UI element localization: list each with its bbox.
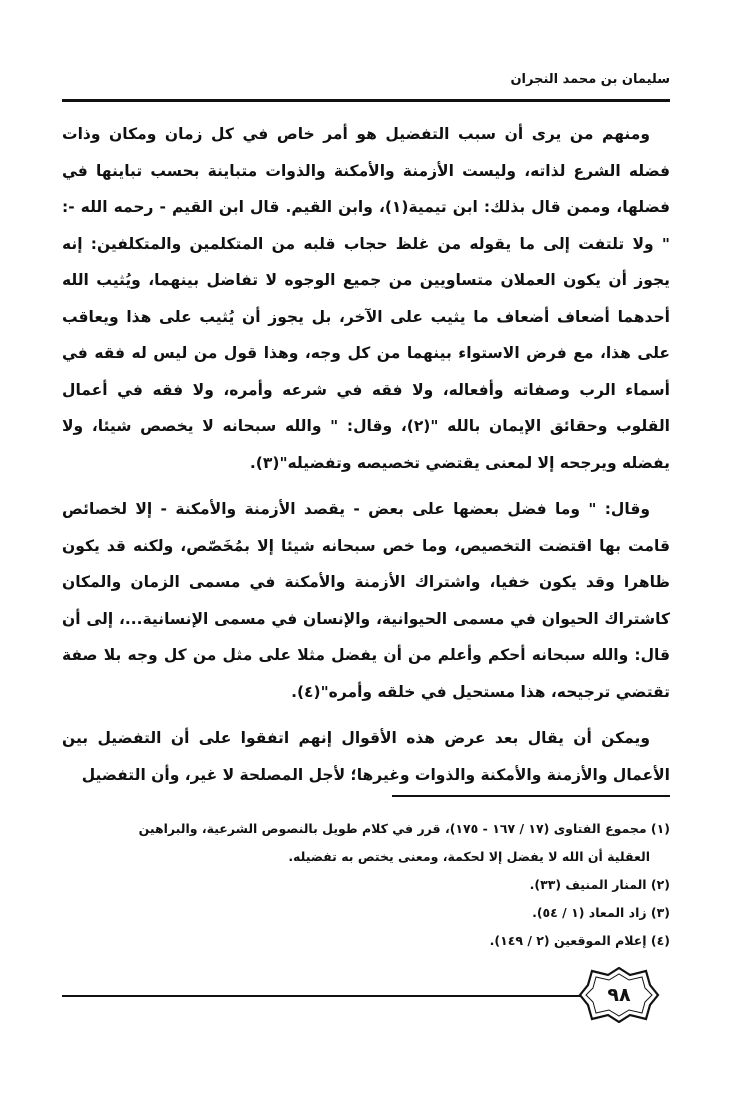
main-text [62,116,670,803]
footnotes [62,815,670,955]
paragraph: ومنهم من يرى أن سبب التفضيل هو أمر خاص في كل زمان ومكان وذات فضله الشرع لذاته، وليست الأزمنة والأمكنة والذوات متباينة بحسب تباينها في فضلها، وممن قال بذلك: ابن تيمية(١)، وابن القيم. قال ابن القيم - رحمه الله -: " ولا تلتفت إلى ما يقوله من غلظ حجاب قلبه من المتكلمين والمتكلفين: إنه يجوز أن يكون العملان متساويين من جميع الوجوه لا تفاضل بينهما، ويُثيب الله أحدهما أضعاف أضعاف ما يثيب على الآخر، بل يجوز أن يُثيب على هذا ويعاقب على هذا، مع فرض الاستواء بينهما من كل وجه، وهذا قول من ليس له فقه في أسماء الرب وصفاته وأفعاله، ولا فقه في شرعه وأمره، ولا فقه في أعمال القلوب وحقائق الإيمان بالله "(٢)، وقال: " والله سبحانه لا يخصص شيئا، ولا يفضله ويرجحه إلا لمعنى يقتضي تخصيصه وتفضيله"(٣). [62,125,670,472]
footer-rule [62,995,582,997]
paragraph: ويمكن أن يقال بعد عرض هذه الأقوال إنهم اتفقوا على أن التفضيل بين الأعمال والأزمنة والأمكنة والذوات وغيرها؛ لأجل المصلحة لا غير، وأن التفضيل [62,729,670,784]
running-header-author: سليمان بن محمد النجران [510,72,670,87]
footnote: (١) مجموع الفتاوى (١٧ / ١٦٧ - ١٧٥)، قرر في كلام طويل بالنصوص الشرعية، والبراهين [138,821,670,836]
footnote-rule [392,795,670,797]
footnote-continuation: العقلية أن الله لا يفضل إلا لحكمة، ومعنى يختص به تفضيله. [288,849,650,864]
page-number: ٩٨ [607,984,631,1006]
header-rule [62,99,670,102]
footnote: (٣) زاد المعاد (١ / ٥٤). [532,905,670,920]
paragraph: وقال: " وما فضل بعضها على بعض - يقصد الأزمنة والأمكنة - إلا لخصائص قامت بها اقتضت التخصيص، وما خص سبحانه شيئا إلا بمُخَصّص، ولكنه قد يكون ظاهرا وقد يكون خفيا، واشتراك الأزمنة والأمكنة في مسمى الزمان والمكان كاشتراك الحيوان في مسمى الحيوانية، والإنسان في مسمى الإنسانية...، إلى أن قال: والله سبحانه أحكم وأعلم من أن يفضل مثلا على مثل من كل وجه بلا صفة تقتضي ترجيحه، هذا مستحيل في خلقه وأمره"(٤). [62,500,670,701]
footnote: (٤) إعلام الموقعين (٢ / ١٤٩). [489,933,670,948]
page-number-badge [578,967,660,1023]
footnote: (٢) المنار المنيف (٣٣). [529,877,670,892]
